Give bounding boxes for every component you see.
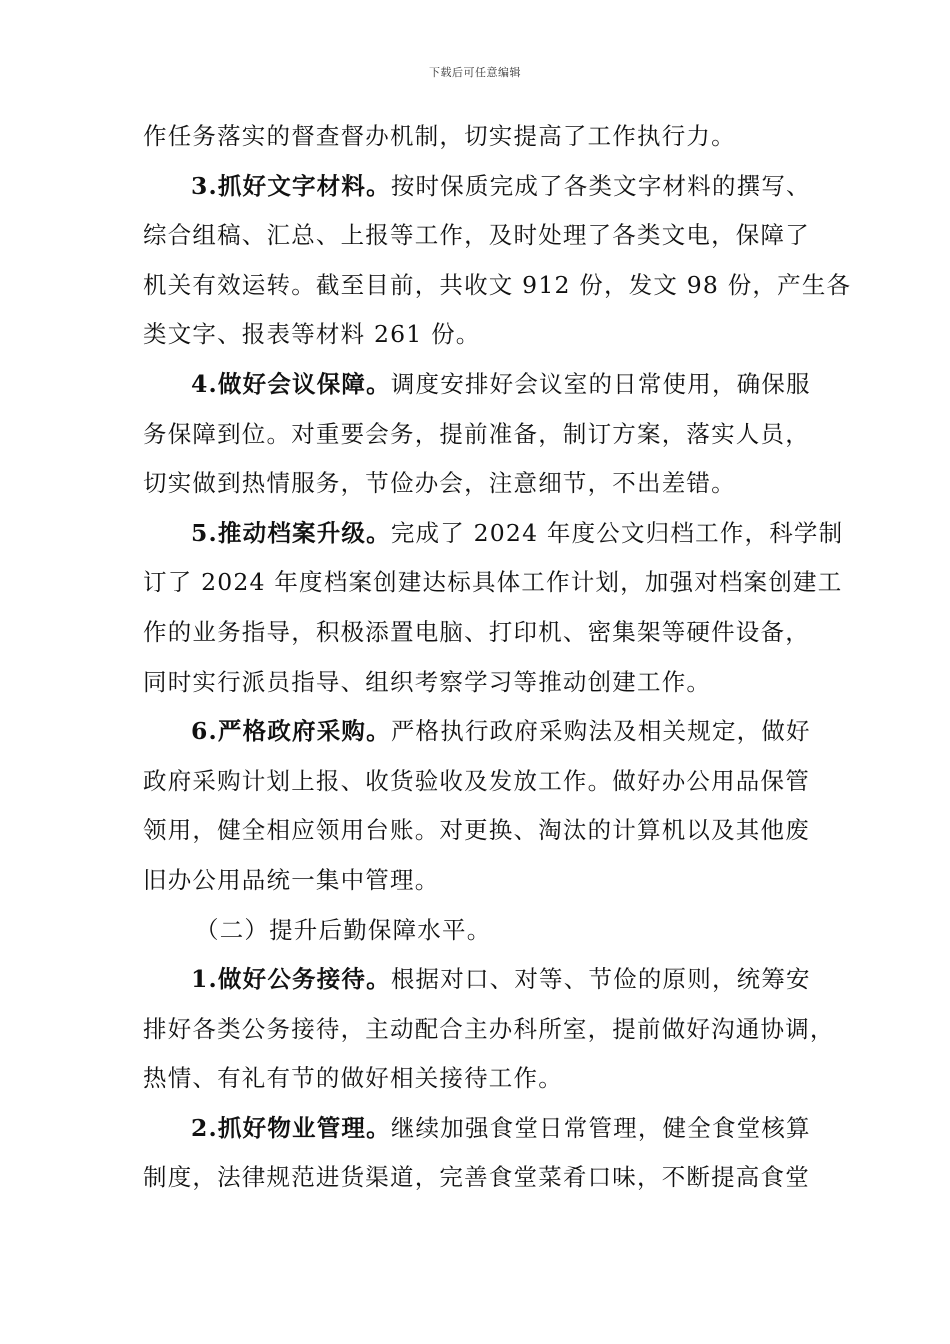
paragraph-lead: 1.做好公务接待。 <box>191 965 391 994</box>
text-line: 作的业务指导，积极添置电脑、打印机、密集架等硬件设备， <box>143 617 810 646</box>
paragraph-lead: 4.做好会议保障。 <box>191 369 391 398</box>
text-line <box>143 360 847 410</box>
paragraph-archive-upgrade <box>143 509 847 707</box>
text-line: 切实做到热情服务，节俭办会，注意细节，不出差错。 <box>143 469 736 498</box>
paragraph-property-management <box>143 1104 847 1203</box>
paragraph-lead: 6.严格政府采购。 <box>191 717 391 746</box>
text-line: 政府采购计划上报、收货验收及发放工作。做好办公用品保管 <box>143 766 810 795</box>
text-line <box>143 162 847 212</box>
paragraph-continuation <box>143 112 847 162</box>
text-fragment: 严格执行政府采购法及相关规定，做好 <box>390 717 811 746</box>
text-fragment: 完成了 2024 年度公文归档工作，科学制 <box>390 518 844 547</box>
text-line: 类文字、报表等材料 261 份。 <box>143 320 481 349</box>
text-fragment: 继续加强食堂日常管理，健全食堂核算 <box>390 1113 811 1142</box>
section-heading-paragraph <box>143 906 847 956</box>
text-fragment: 按时保质完成了各类文字材料的撰写、 <box>390 171 811 200</box>
text-line <box>143 955 847 1005</box>
paragraph-official-reception <box>143 955 847 1104</box>
page-header: 下载后可任意编辑 <box>429 66 521 79</box>
text-fragment: 根据对口、对等、节俭的原则，统筹安 <box>390 965 811 994</box>
paragraph-lead: 2.抓好物业管理。 <box>191 1113 391 1142</box>
paragraph-lead: 5.推动档案升级。 <box>191 518 391 547</box>
text-line: 务保障到位。对重要会务，提前准备，制订方案，落实人员， <box>143 419 810 448</box>
paragraph-meeting-support <box>143 360 847 509</box>
text-line: 作任务落实的督查督办机制，切实提高了工作执行力。 <box>143 122 736 150</box>
text-line: 领用，健全相应领用台账。对更换、淘汰的计算机以及其他废 <box>143 816 810 845</box>
paragraph-lead: 3.抓好文字材料。 <box>191 171 391 200</box>
document-body <box>143 112 852 1203</box>
text-line <box>143 509 847 559</box>
text-line: 订了 2024 年度档案创建达标具体工作计划，加强对档案创建工 <box>143 568 843 597</box>
text-line: 排好各类公务接待，主动配合主办科所室，提前做好沟通协调， <box>143 1014 835 1043</box>
text-line: 制度，法律规范进货渠道，完善食堂菜肴口味，不断提高食堂 <box>143 1163 810 1192</box>
text-line <box>143 707 847 757</box>
text-line: 同时实行派员指导、组织考察学习等推动创建工作。 <box>143 667 712 696</box>
text-line: 综合组稿、汇总、上报等工作，及时处理了各类文电，保障了 <box>143 221 810 250</box>
paragraph-procurement <box>143 707 847 905</box>
text-line: 热情、有礼有节的做好相关接待工作。 <box>143 1064 563 1093</box>
text-line: 旧办公用品统一集中管理。 <box>143 865 440 894</box>
text-line: 机关有效运转。截至目前，共收文 912 份，发文 98 份，产生各 <box>143 270 852 299</box>
section-heading: （二）提升后勤保障水平。 <box>195 915 492 944</box>
paragraph-writing-materials <box>143 162 852 360</box>
text-fragment: 调度安排好会议室的日常使用，确保服 <box>390 369 811 398</box>
text-line <box>143 1104 847 1154</box>
